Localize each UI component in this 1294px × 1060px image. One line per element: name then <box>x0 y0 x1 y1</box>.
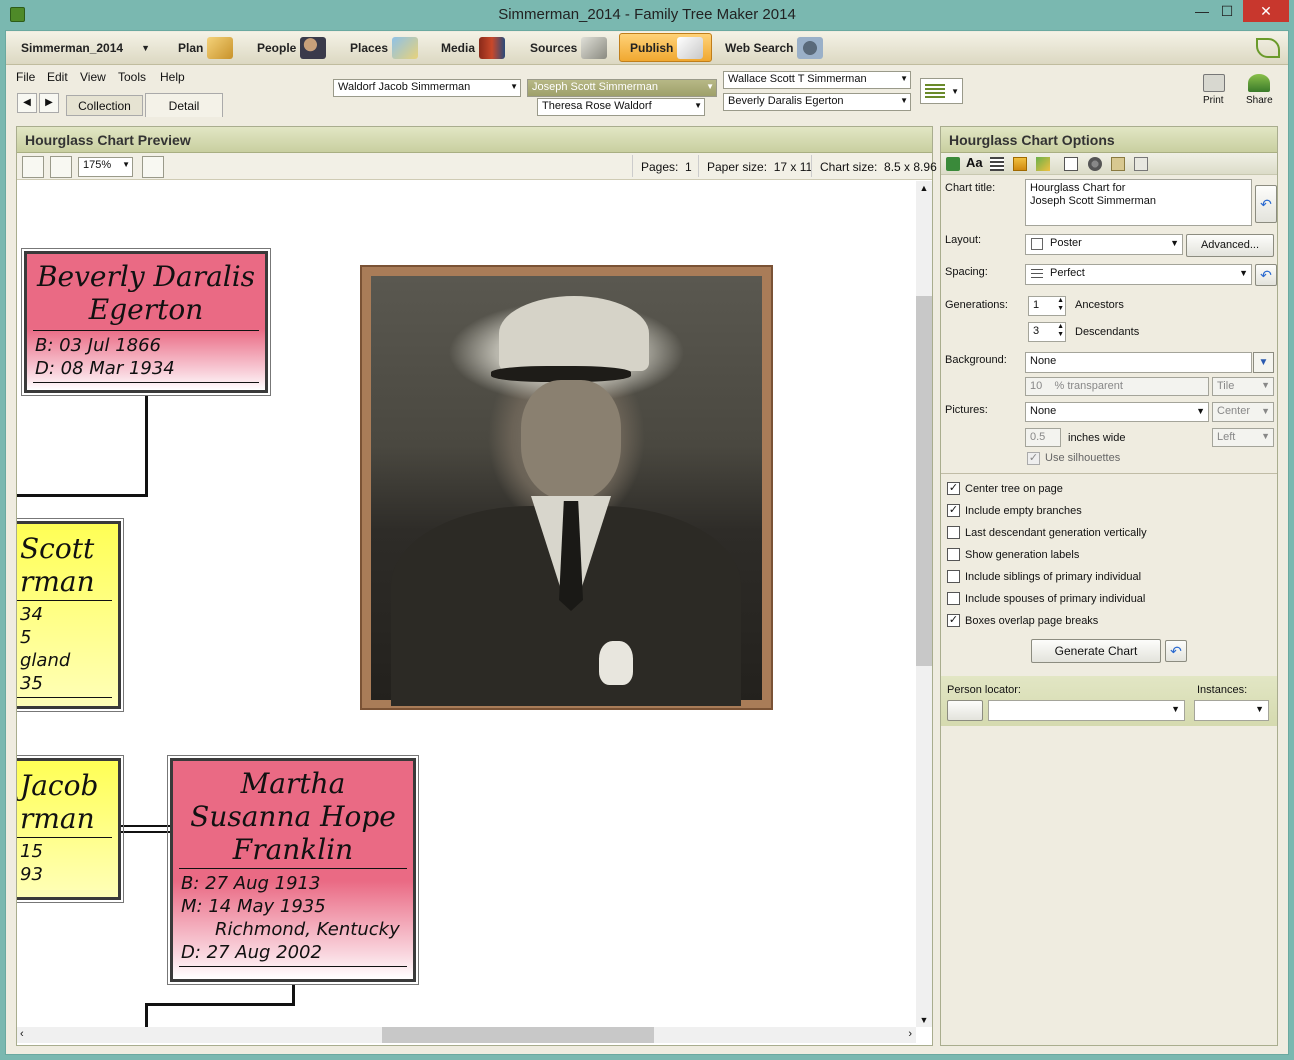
person-name: Susanna Hope <box>190 800 396 833</box>
separator <box>17 837 112 838</box>
template-icon[interactable] <box>1111 157 1125 171</box>
box-icon[interactable] <box>1064 157 1078 171</box>
chevron-down-icon: ▼ <box>1171 704 1180 714</box>
generations-label: Generations: <box>945 299 1008 311</box>
transparency-stepper <box>1025 377 1209 396</box>
chevron-down-icon: ▼ <box>900 74 908 83</box>
nav-label: Sources <box>530 41 578 55</box>
chevron-down-icon: ▼ <box>122 160 130 169</box>
background-dropdown[interactable] <box>1025 352 1252 373</box>
background-label: Background: <box>945 354 1007 366</box>
scroll-thumb[interactable] <box>382 1027 654 1043</box>
portrait-photo <box>371 276 762 700</box>
birth-date: B: 27 Aug 1913 <box>181 873 321 894</box>
add-icon[interactable] <box>946 157 960 171</box>
nav-sources[interactable] <box>530 37 607 59</box>
include-siblings-label: Include siblings of primary individual <box>965 571 1142 583</box>
chart-title-label: Chart title: <box>945 182 996 194</box>
spouse-father-name: Wallace Scott T Simmerman <box>728 73 867 85</box>
vertical-scrollbar[interactable] <box>916 181 932 1027</box>
chart-title-line: Joseph Scott Simmerman <box>1030 195 1156 207</box>
transparency-unit: % transparent <box>1054 380 1123 392</box>
reset-spacing-icon[interactable]: ↶ <box>1255 264 1277 286</box>
divider <box>698 155 699 177</box>
person-name: Franklin <box>232 833 354 866</box>
spacing-dropdown[interactable] <box>1025 264 1252 285</box>
person-name: Beverly Daralis <box>36 260 256 293</box>
last-generation-checkbox[interactable] <box>947 526 960 539</box>
descendants-label: Descendants <box>1075 326 1140 338</box>
scroll-left-icon[interactable]: ‹ <box>20 1028 24 1040</box>
pages-readout <box>641 160 692 174</box>
divider <box>941 473 1277 474</box>
person-locator-dropdown[interactable] <box>988 700 1185 721</box>
marriage-date: 5 <box>20 627 32 648</box>
share-icon[interactable] <box>1248 74 1270 92</box>
ancestry-leaf-icon[interactable] <box>1256 38 1280 58</box>
print-label[interactable]: Print <box>1203 95 1224 106</box>
options-title: Hourglass Chart Options <box>941 127 1277 153</box>
death-date: 93 <box>20 864 43 885</box>
instances-dropdown[interactable] <box>1194 700 1269 721</box>
chevron-down-icon: ▼ <box>1255 704 1264 714</box>
printer-icon[interactable] <box>1203 74 1225 92</box>
paper-value: 17 x 11 <box>773 160 813 174</box>
nav-web-search[interactable] <box>725 37 823 59</box>
ancestors-value: 1 <box>1033 299 1040 311</box>
include-spouses-label: Include spouses of primary individual <box>965 593 1146 605</box>
center-value: Center <box>1217 405 1251 417</box>
mother-dropdown[interactable] <box>537 98 705 116</box>
overlap-breaks-label: Boxes overlap page breaks <box>965 615 1099 627</box>
current-person-dropdown[interactable] <box>527 79 717 97</box>
chevron-down-icon: ▼ <box>951 87 959 96</box>
connector-line <box>121 825 171 827</box>
chart-title-field[interactable] <box>1025 179 1252 226</box>
layout-value: Poster <box>1050 237 1082 249</box>
death-date: 35 <box>20 673 43 694</box>
reset-title-icon[interactable]: ↶ <box>1255 185 1277 223</box>
marriage-place: Richmond, Kentucky <box>215 919 400 940</box>
publish-icon <box>677 37 703 59</box>
chevron-down-icon: ▼ <box>1196 406 1205 416</box>
current-name: Joseph Scott Simmerman <box>532 81 658 93</box>
ancestors-stepper[interactable] <box>1028 296 1066 316</box>
ancestors-label: Ancestors <box>1075 299 1124 311</box>
paper-label: Paper size: <box>707 160 768 174</box>
scroll-down-icon[interactable]: ▼ <box>919 1015 929 1025</box>
connector-line <box>17 494 148 497</box>
settings-gear-icon[interactable] <box>1088 157 1102 171</box>
maximize-icon[interactable]: ☐ <box>1220 3 1234 19</box>
pictures-dropdown[interactable] <box>1025 402 1209 422</box>
face <box>521 380 621 500</box>
layout-dropdown[interactable] <box>1025 234 1183 255</box>
person-box-beverly[interactable] <box>24 251 268 393</box>
marriage-date: M: 14 May 1935 <box>181 896 326 917</box>
person-name: rman <box>20 802 95 835</box>
connector-line <box>145 1003 148 1027</box>
pictures-label: Pictures: <box>945 404 988 416</box>
nav-places[interactable] <box>350 37 418 59</box>
list-icon <box>925 84 945 98</box>
save-icon[interactable] <box>1134 157 1148 171</box>
tab-detail[interactable]: Detail <box>145 93 223 117</box>
poster-icon <box>1031 238 1043 250</box>
file-name-dropdown[interactable] <box>21 41 150 55</box>
spouse-name: Beverly Daralis Egerton <box>728 95 844 107</box>
preview-title: Hourglass Chart Preview <box>17 127 932 153</box>
chevron-down-icon: ▼ <box>694 101 702 110</box>
nav-plan[interactable] <box>178 37 233 59</box>
back-arrow-icon[interactable]: ◀ <box>17 93 37 113</box>
last-generation-label: Last descendant generation vertically <box>965 527 1147 539</box>
nav-label: Web Search <box>725 41 794 55</box>
scroll-up-icon[interactable]: ▲ <box>919 183 929 193</box>
generate-chart-button[interactable]: Generate Chart <box>1031 639 1161 663</box>
generation-labels-checkbox[interactable] <box>947 548 960 561</box>
person-box-joseph-scott[interactable] <box>17 521 121 709</box>
death-date: D: 27 Aug 2002 <box>181 942 322 963</box>
menu-file[interactable]: File <box>16 70 36 84</box>
badge-icon <box>599 641 633 685</box>
reset-options-icon[interactable]: ↶ <box>1165 640 1187 662</box>
chevron-down-icon: ▼ <box>141 43 150 53</box>
forward-arrow-icon[interactable]: ▶ <box>39 93 59 113</box>
zoom-dropdown[interactable] <box>78 157 133 177</box>
father-dropdown[interactable] <box>333 79 521 97</box>
window-title: Simmerman_2014 - Family Tree Maker 2014 <box>498 6 796 23</box>
connector-line <box>145 395 148 497</box>
descendants-value: 3 <box>1033 325 1040 337</box>
background-icon[interactable] <box>1013 157 1027 171</box>
chevron-down-icon: ▼ <box>1261 431 1270 441</box>
picture-icon[interactable] <box>1036 157 1050 171</box>
connector-line <box>145 1003 295 1006</box>
spouse-dropdown[interactable] <box>723 93 911 111</box>
nav-media[interactable] <box>441 37 505 59</box>
birth-date: 34 <box>20 604 43 625</box>
person-name: Scott <box>20 532 95 565</box>
chevron-down-icon: ▼ <box>1261 406 1270 416</box>
descendants-stepper[interactable] <box>1028 322 1066 342</box>
picture-align-dropdown <box>1212 402 1274 422</box>
father-name: Waldorf Jacob Simmerman <box>338 81 471 93</box>
birth-date: B: 03 Jul 1866 <box>35 335 162 356</box>
birth-date: 15 <box>20 841 43 862</box>
empty-branches-checkbox[interactable]: ✓ <box>948 504 959 516</box>
separator <box>33 382 259 383</box>
person-name: Martha <box>240 767 346 800</box>
empty-branches-label: Include empty branches <box>965 505 1082 517</box>
cap-icon <box>499 296 649 371</box>
separator <box>17 600 112 601</box>
tile-value: Tile <box>1217 380 1235 392</box>
divider <box>632 155 633 177</box>
tab-collection[interactable]: Collection <box>66 95 143 116</box>
chevron-down-icon: ▼ <box>706 82 714 91</box>
chart-size-value: 8.5 x 8.96 <box>884 160 937 174</box>
connector-line <box>121 831 171 833</box>
tile-dropdown <box>1212 377 1274 396</box>
transparency-value: 10 <box>1030 380 1043 392</box>
person-box-waldorf-jacob[interactable] <box>17 758 121 900</box>
nav-label: Publish <box>630 41 674 55</box>
nav-label: People <box>257 41 297 55</box>
chevron-down-icon: ▼ <box>1170 238 1179 248</box>
silhouettes-checkbox: ✓ <box>1028 452 1039 464</box>
left-value: Left <box>1217 431 1236 443</box>
person-locator-label: Person locator: <box>947 684 1021 696</box>
chevron-down-icon: ▼ <box>1239 268 1248 278</box>
horizontal-scrollbar[interactable] <box>17 1027 916 1043</box>
separator <box>17 697 112 698</box>
fit-arrow-icon[interactable] <box>22 156 44 178</box>
separator <box>179 868 407 869</box>
font-icon[interactable]: Aa <box>966 155 983 170</box>
chevron-down-icon: ▼ <box>900 96 908 105</box>
person-name: Jacob <box>20 769 99 802</box>
include-spouses-checkbox[interactable] <box>947 592 960 605</box>
separator <box>179 966 407 967</box>
center-tree-checkbox[interactable]: ✓ <box>948 482 959 494</box>
menu-edit[interactable]: Edit <box>47 70 68 84</box>
binoculars-icon <box>797 37 823 59</box>
layout-label: Layout: <box>945 234 982 246</box>
menu-help[interactable]: Help <box>160 70 185 84</box>
scroll-thumb[interactable] <box>916 296 932 666</box>
stepper-arrows-icon[interactable]: ▲ ▼ <box>1057 323 1064 338</box>
divider <box>811 155 812 177</box>
chart-size-readout <box>820 160 937 174</box>
zoom-value: 175% <box>83 159 112 171</box>
share-label[interactable]: Share <box>1246 95 1273 106</box>
close-icon[interactable]: ✕ <box>1243 0 1289 22</box>
chevron-down-icon: ▼ <box>1261 380 1270 390</box>
include-siblings-checkbox[interactable] <box>947 570 960 583</box>
actual-size-icon[interactable] <box>50 156 72 178</box>
menu-tools[interactable]: Tools <box>118 70 147 84</box>
inches-label: inches wide <box>1068 432 1126 444</box>
mother-name: Theresa Rose Waldorf <box>542 100 652 112</box>
person-name: rman <box>20 565 95 598</box>
books-icon <box>479 37 505 59</box>
pages-value: 1 <box>685 160 692 174</box>
instances-label: Instances: <box>1197 684 1248 696</box>
nav-people[interactable] <box>257 37 326 59</box>
background-value: None <box>1030 355 1057 367</box>
scroll-right-icon[interactable]: › <box>908 1028 912 1040</box>
chart-title-line: Hourglass Chart for <box>1030 182 1126 194</box>
center-tree-label: Center tree on page <box>965 483 1063 495</box>
text-align-icon[interactable] <box>990 157 1004 171</box>
inches-value: 0.5 <box>1030 431 1046 443</box>
pages-label: Pages: <box>641 160 679 174</box>
overlap-breaks-checkbox[interactable]: ✓ <box>948 614 959 626</box>
nav-label: Places <box>350 41 389 55</box>
menu-view[interactable]: View <box>80 70 106 84</box>
family-view-dropdown[interactable] <box>920 78 963 104</box>
file-name: Simmerman_2014 <box>21 41 124 55</box>
death-date: D: 08 Mar 1934 <box>35 358 175 379</box>
separator <box>33 330 259 331</box>
plan-icon <box>207 37 233 59</box>
spouse-father-dropdown[interactable] <box>723 71 911 89</box>
nav-label: Plan <box>178 41 204 55</box>
spacing-value: Perfect <box>1050 267 1085 279</box>
nav-label: Media <box>441 41 476 55</box>
quill-icon <box>581 37 607 59</box>
generation-labels-label: Show generation labels <box>965 549 1080 561</box>
spacing-icon <box>1031 269 1043 280</box>
stepper-arrows-icon[interactable]: ▲ ▼ <box>1057 297 1064 312</box>
person-name: Egerton <box>88 293 204 326</box>
people-icon <box>300 37 326 59</box>
advanced-button[interactable]: Advanced... <box>1186 234 1274 257</box>
map-icon <box>392 37 418 59</box>
silhouettes-label: Use silhouettes <box>1045 452 1121 464</box>
tree-layout-icon[interactable] <box>142 156 164 178</box>
person-box-martha[interactable] <box>170 758 416 982</box>
chevron-down-icon: ▼ <box>510 82 518 91</box>
chevron-down-icon[interactable]: ▼ <box>1253 352 1274 373</box>
inches-field <box>1025 428 1061 447</box>
locate-person-icon[interactable] <box>947 700 983 721</box>
pictures-value: None <box>1030 405 1057 417</box>
marriage-place: gland <box>20 650 71 671</box>
minimize-icon[interactable]: — <box>1195 3 1209 19</box>
chart-size-label: Chart size: <box>820 160 878 174</box>
spacing-label: Spacing: <box>945 266 988 278</box>
paper-readout <box>707 160 812 174</box>
picture-position-dropdown <box>1212 428 1274 447</box>
nav-publish[interactable] <box>630 37 703 59</box>
